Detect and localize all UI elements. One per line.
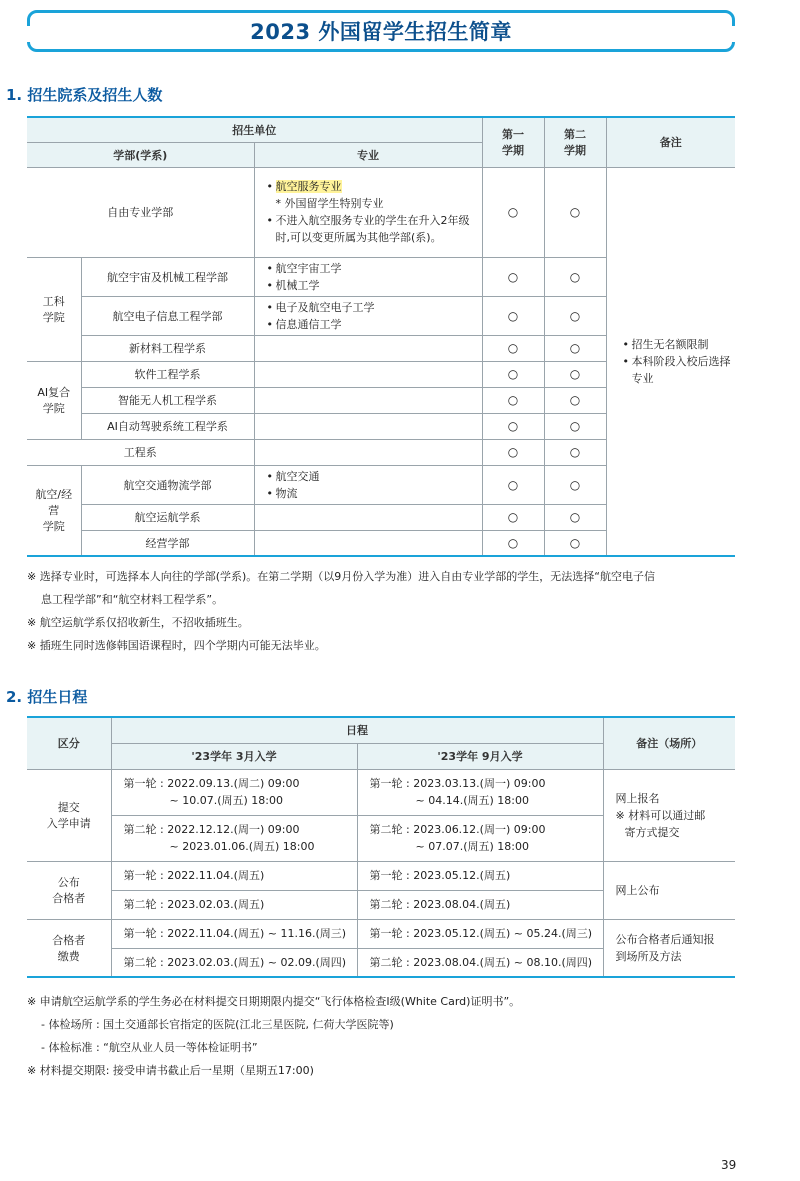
header-sem1: 第一 学期 <box>482 117 544 167</box>
sem1-mark: ○ <box>482 413 544 439</box>
sem1-mark: ○ <box>482 296 544 335</box>
note-line: - 体检标准 : “航空从业人员一等体检证明书” <box>41 1041 258 1054</box>
major-cell <box>254 167 482 257</box>
category-label: 合格者 <box>52 892 86 905</box>
header-category: 区分 <box>27 717 111 769</box>
sem2-mark: ○ <box>544 413 606 439</box>
schedule-line: ~ 04.14.(周五) 18:00 <box>415 794 529 807</box>
schedule-cell <box>111 769 357 815</box>
table-row <box>27 861 735 890</box>
major-cell <box>254 413 482 439</box>
sem2-mark: ○ <box>544 361 606 387</box>
major-cell <box>254 361 482 387</box>
sem1-mark: ○ <box>482 387 544 413</box>
schedule-cell: 第二轮 : 2023.02.03.(周五) ~ 02.09.(周四) <box>111 948 357 977</box>
admission-schedule-table <box>27 716 735 978</box>
schedule-cell <box>357 815 603 861</box>
major-item: • 电子及航空电子工学 <box>267 299 478 316</box>
major-cell <box>254 504 482 530</box>
note-line: ※ 航空运航学系仅招收新生，不招收插班生。 <box>27 616 249 629</box>
category-label: 缴费 <box>57 949 80 963</box>
section2-heading: 2. 招生日程 <box>6 688 88 706</box>
page-number: 39 <box>721 1158 737 1172</box>
major-note: • 不进入航空服务专业的学生在升入2年级时,可以变更所属为其他学部(系)。 <box>267 212 478 246</box>
admission-departments-table <box>27 116 735 557</box>
dept-cell: 经营学部 <box>81 530 254 556</box>
category-submit <box>27 769 111 861</box>
major-item: • 航空交通 <box>267 468 478 485</box>
major-item: • 物流 <box>267 485 478 502</box>
sem1-mark: ○ <box>482 257 544 296</box>
sem2-mark: ○ <box>544 465 606 504</box>
sem1-mark: ○ <box>482 167 544 257</box>
remark-line: 到场所及方法 <box>615 949 682 963</box>
note-line: - 体检场所 : 国土交通部长官指定的医院(江北三星医院, 仁荷大学医院等) <box>41 1018 394 1031</box>
category-label: 入学申请 <box>46 817 91 830</box>
category-payment <box>27 919 111 977</box>
note-line: ※ 选择专业时，可选择本人向往的学部(学系)。在第二学期（以9月份入学为准）进入自由专业学部的学生，无法选择“航空电子信 <box>27 570 655 583</box>
remark-cell <box>603 919 735 977</box>
sem2-mark: ○ <box>544 296 606 335</box>
sem2-mark: ○ <box>544 167 606 257</box>
header-major: 专业 <box>254 142 482 167</box>
schedule-line: 第一轮 : 2022.09.13.(周二) 09:00 <box>123 777 300 790</box>
schedule-cell <box>111 815 357 861</box>
note-line: ※ 材料提交期限: 接受申请书截止后一星期（星期五17:00) <box>27 1064 314 1077</box>
dept-cell: 软件工程学系 <box>81 361 254 387</box>
dept-cell: 智能无人机工程学系 <box>81 387 254 413</box>
sem1-mark: ○ <box>482 439 544 465</box>
sem2-mark: ○ <box>544 530 606 556</box>
header-remark: 备注（场所） <box>603 717 735 769</box>
sem1-mark: ○ <box>482 465 544 504</box>
dept-cell: 新材料工程学系 <box>81 335 254 361</box>
dept-cell: 航空交通物流学部 <box>81 465 254 504</box>
note-line: ※ 插班生同时选修韩国语课程时，四个学期内可能无法毕业。 <box>27 639 326 652</box>
section1-heading: 1. 招生院系及招生人数 <box>6 86 163 104</box>
remark-line: ※ 材料可以通过邮 <box>615 808 706 822</box>
sem1-mark: ○ <box>482 530 544 556</box>
header-dept: 学部(学系) <box>27 142 254 167</box>
page-title: 2023 外国留学生招生简章 <box>250 20 512 44</box>
remark-line: 网上报名 <box>615 791 660 805</box>
schedule-cell: 第一轮 : 2022.11.04.(周五) ~ 11.16.(周三) <box>111 919 357 948</box>
header-march: '23学年 3月入学 <box>111 743 357 769</box>
major-item: • 信息通信工学 <box>267 316 478 333</box>
sem2-mark: ○ <box>544 257 606 296</box>
category-label: 公布 <box>57 876 80 889</box>
schedule-line: ~ 2023.01.06.(周五) 18:00 <box>169 840 315 853</box>
schedule-cell: 第一轮 : 2023.05.12.(周五) <box>357 861 603 890</box>
major-cell <box>254 257 482 296</box>
sem1-mark: ○ <box>482 361 544 387</box>
schedule-cell: 第二轮 : 2023.08.04.(周五) ~ 08.10.(周四) <box>357 948 603 977</box>
table-row <box>27 769 735 815</box>
major-cell <box>254 335 482 361</box>
sem2-mark: ○ <box>544 335 606 361</box>
table-row <box>27 919 735 948</box>
header-remark: 备注 <box>606 117 735 167</box>
major-item: • 机械工学 <box>267 277 478 294</box>
college-eng: 工科 学院 <box>27 257 81 361</box>
schedule-line: 第二轮 : 2023.06.12.(周一) 09:00 <box>369 823 546 836</box>
sem2-mark: ○ <box>544 504 606 530</box>
category-label: 合格者 <box>52 933 86 947</box>
schedule-line: ~ 10.07.(周五) 18:00 <box>169 794 283 807</box>
sem1-mark: ○ <box>482 504 544 530</box>
highlighted-major: 航空服务专业 <box>275 180 342 193</box>
dept-cell: AI自动驾驶系统工程学系 <box>81 413 254 439</box>
dept-cell: 航空电子信息工程学部 <box>81 296 254 335</box>
major-cell <box>254 296 482 335</box>
sub-note: * 外国留学生特别专业 <box>275 197 384 210</box>
title-banner <box>27 10 735 52</box>
header-sept: '23学年 9月入学 <box>357 743 603 769</box>
sem2-mark: ○ <box>544 439 606 465</box>
college-ai: AI复合 学院 <box>27 361 81 439</box>
remark-cell <box>603 769 735 861</box>
major-item: • 航空宇宙工学 <box>267 260 478 277</box>
college-aviation: 航空/经营 学院 <box>27 465 81 556</box>
dept-cell: 航空宇宙及机械工程学部 <box>81 257 254 296</box>
remark-item: • 招生无名额限制 <box>623 336 732 353</box>
schedule-line: ~ 07.07.(周五) 18:00 <box>415 840 529 853</box>
sem2-mark: ○ <box>544 387 606 413</box>
table-row <box>27 167 735 257</box>
major-cell <box>254 387 482 413</box>
schedule-line: 第二轮 : 2022.12.12.(周一) 09:00 <box>123 823 300 836</box>
major-cell <box>254 530 482 556</box>
remark-line: 公布合格者后通知报 <box>615 932 715 946</box>
section2-notes <box>27 990 747 1082</box>
schedule-cell: 第二轮 : 2023.08.04.(周五) <box>357 890 603 919</box>
remark-cell: 网上公布 <box>603 861 735 919</box>
schedule-cell: 第二轮 : 2023.02.03.(周五) <box>111 890 357 919</box>
note-line: ※ 申请航空运航学系的学生务必在材料提交日期期限内提交“飞行体格检查Ⅰ级(White Card)证明书”。 <box>27 995 521 1008</box>
dept-cell: 工程系 <box>27 439 254 465</box>
section1-notes <box>27 565 747 657</box>
schedule-cell <box>357 769 603 815</box>
schedule-cell: 第一轮 : 2023.05.12.(周五) ~ 05.24.(周三) <box>357 919 603 948</box>
remark-line: 寄方式提交 <box>624 825 680 839</box>
category-label: 提交 <box>57 801 80 814</box>
category-announce <box>27 861 111 919</box>
dept-cell: 航空运航学系 <box>81 504 254 530</box>
note-line: 息工程学部”和“航空材料工程学系”。 <box>41 593 224 606</box>
major-cell <box>254 465 482 504</box>
sem1-mark: ○ <box>482 335 544 361</box>
remarks-cell <box>606 167 735 556</box>
header-unit: 招生单位 <box>27 117 482 142</box>
schedule-cell: 第一轮 : 2022.11.04.(周五) <box>111 861 357 890</box>
major-cell <box>254 439 482 465</box>
dept-free-major: 自由专业学部 <box>27 167 254 257</box>
remark-item: • 本科阶段入校后选择专业 <box>623 353 732 387</box>
schedule-line: 第一轮 : 2023.03.13.(周一) 09:00 <box>369 777 546 790</box>
header-sem2: 第二 学期 <box>544 117 606 167</box>
header-schedule: 日程 <box>111 717 603 743</box>
